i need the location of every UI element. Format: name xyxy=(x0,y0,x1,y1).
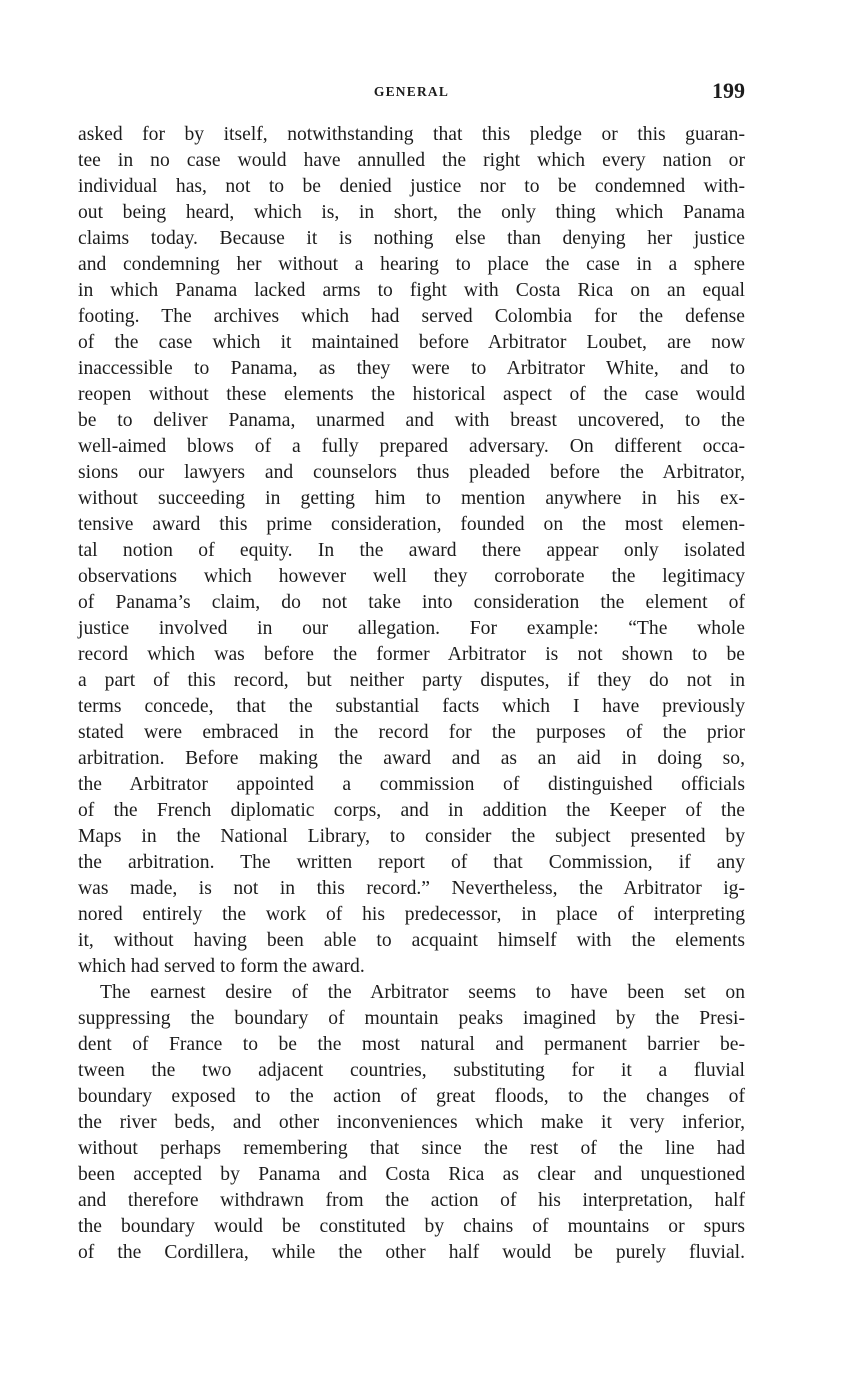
text-line: observations which however well they corroborate the legitimacy xyxy=(78,566,745,587)
text-line: tal notion of equity. In the award there appear only isolated xyxy=(78,540,745,561)
text-line: the arbitration. The written report of that Commission, if any xyxy=(78,852,745,873)
body-text xyxy=(78,122,745,1266)
text-line: in which Panama lacked arms to fight with Costa Rica on an equal xyxy=(78,280,745,301)
text-line: was made, is not in this record.” Nevertheless, the Arbitrator ig- xyxy=(78,878,745,899)
paragraph-2 xyxy=(78,980,745,1266)
page-number: 199 xyxy=(712,78,745,103)
text-line: the river beds, and other inconveniences which make it very inferior, xyxy=(78,1112,745,1133)
text-line: a part of this record, but neither party disputes, if they do not in xyxy=(78,670,745,691)
text-line: tensive award this prime consideration, founded on the most elemen- xyxy=(78,514,745,535)
text-line: Maps in the National Library, to consider the subject presented by xyxy=(78,826,745,847)
text-line: footing. The archives which had served Colombia for the defense xyxy=(78,306,745,327)
text-line: reopen without these elements the historical aspect of the case would xyxy=(78,384,745,405)
text-line: of the Cordillera, while the other half would be purely fluvial. xyxy=(78,1242,745,1263)
text-line: suppressing the boundary of mountain peaks imagined by the Presi- xyxy=(78,1008,745,1029)
text-line: asked for by itself, notwithstanding that this pledge or this guaran- xyxy=(78,124,745,145)
text-line: individual has, not to be denied justice nor to be condemned with- xyxy=(78,176,745,197)
text-line: out being heard, which is, in short, the only thing which Panama xyxy=(78,202,745,223)
text-line: terms concede, that the substantial facts which I have previously xyxy=(78,696,745,717)
text-line: and condemning her without a hearing to place the case in a sphere xyxy=(78,254,745,275)
text-line: tween the two adjacent countries, substituting for it a fluvial xyxy=(78,1060,745,1081)
text-line: inaccessible to Panama, as they were to Arbitrator White, and to xyxy=(78,358,745,379)
text-line: without perhaps remembering that since the rest of the line had xyxy=(78,1138,745,1159)
text-line: been accepted by Panama and Costa Rica as clear and unquestioned xyxy=(78,1164,745,1185)
text-line: justice involved in our allegation. For example: “The whole xyxy=(78,618,745,639)
text-line: and therefore withdrawn from the action of his interpretation, half xyxy=(78,1190,745,1211)
text-line: arbitration. Before making the award and as an aid in doing so, xyxy=(78,748,745,769)
text-line: be to deliver Panama, unarmed and with breast uncovered, to the xyxy=(78,410,745,431)
text-line: without succeeding in getting him to mention anywhere in his ex- xyxy=(78,488,745,509)
text-line: which had served to form the award. xyxy=(78,956,365,977)
text-line: the Arbitrator appointed a commission of distinguished officials xyxy=(78,774,745,795)
text-line: record which was before the former Arbitrator is not shown to be xyxy=(78,644,745,665)
text-line: the boundary would be constituted by chains of mountains or spurs xyxy=(78,1216,745,1237)
paragraph-1 xyxy=(78,122,745,980)
text-line: dent of France to be the most natural and permanent barrier be- xyxy=(78,1034,745,1055)
text-line: well-aimed blows of a fully prepared adversary. On different occa- xyxy=(78,436,745,457)
text-line: sions our lawyers and counselors thus pleaded before the Arbitrator, xyxy=(78,462,745,483)
text-line: of the case which it maintained before Arbitrator Loubet, are now xyxy=(78,332,745,353)
running-head: GENERAL xyxy=(373,84,450,99)
text-line: of the French diplomatic corps, and in addition the Keeper of the xyxy=(78,800,745,821)
text-line: it, without having been able to acquaint himself with the elements xyxy=(78,930,745,951)
text-line: tee in no case would have annulled the right which every nation or xyxy=(78,150,745,171)
text-line: stated were embraced in the record for the purposes of the prior xyxy=(78,722,745,743)
text-line: The earnest desire of the Arbitrator seems to have been set on xyxy=(100,982,745,1003)
page-header xyxy=(78,78,745,108)
text-line: of Panama’s claim, do not take into consideration the element of xyxy=(78,592,745,613)
text-line: nored entirely the work of his predecessor, in place of interpreting xyxy=(78,904,745,925)
text-line: claims today. Because it is nothing else than denying her justice xyxy=(78,228,745,249)
text-line: boundary exposed to the action of great floods, to the changes of xyxy=(78,1086,745,1107)
